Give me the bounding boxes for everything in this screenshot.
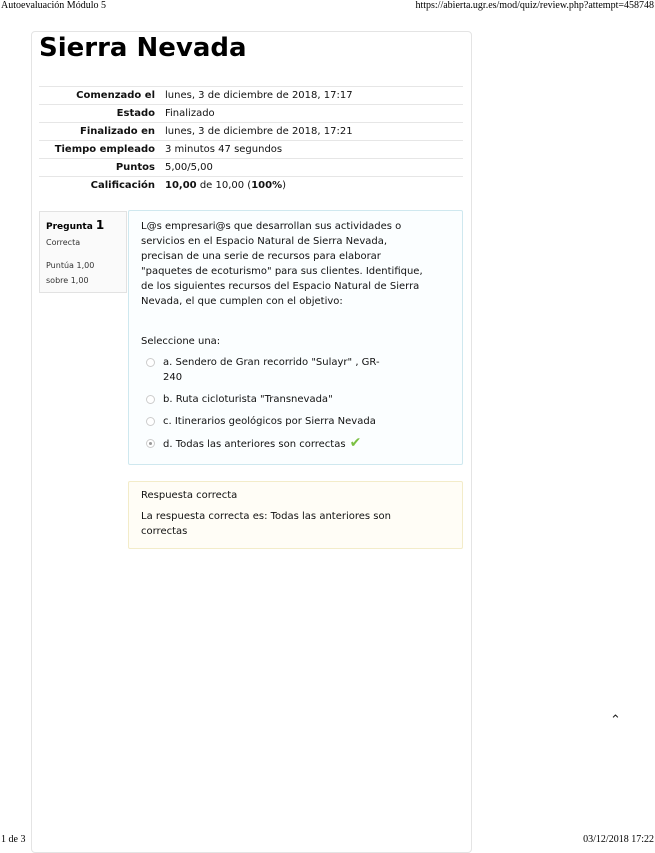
summary-value: Finalizado (165, 108, 215, 119)
summary-label: Calificación (90, 180, 155, 191)
answer-option-a[interactable] (146, 355, 393, 385)
page-title: Sierra Nevada (39, 33, 247, 63)
chevron-up-icon[interactable]: ⌃ (610, 713, 621, 728)
grade-close: ) (282, 180, 287, 191)
page-count: 1 de 3 (1, 834, 26, 845)
radio-button[interactable] (146, 395, 155, 404)
question-text: L@s empresari@s que desarrollan sus actividades o servicios en el Espacio Natural de Sierra Nevada, precisan de una serie de recursos para elaborar "paquetes de ecoturismo" para sus clientes. Identifique, de los siguientes recursos del Espacio Natural de Sierra Nevada, el que cumplen con el objetivo: (141, 221, 423, 307)
answer-option-b[interactable] (146, 392, 403, 407)
question-number-value: 1 (95, 218, 105, 232)
summary-label: Finalizado en (80, 126, 155, 137)
question-label: Pregunta (46, 222, 93, 232)
answer-option-label: c. Itinerarios geológicos por Sierra Nevada (163, 416, 376, 427)
summary-value: 3 minutos 47 segundos (165, 144, 283, 155)
summary-row (39, 123, 463, 141)
summary-row (39, 177, 463, 195)
summary-label: Estado (116, 108, 155, 119)
grade-score: 10,00 (165, 180, 197, 191)
print-header-url: https://abierta.ugr.es/mod/quiz/review.php?attempt=458748 (415, 0, 654, 11)
print-footer (0, 834, 655, 848)
summary-value: lunes, 3 de diciembre de 2018, 17:17 (165, 90, 353, 101)
answer-option-d[interactable] (146, 436, 361, 452)
answer-prompt: Seleccione una: (141, 336, 221, 347)
feedback-title: Respuesta correcta (141, 490, 238, 501)
attempt-summary-table (39, 86, 463, 194)
checkmark-icon: ✔ (349, 435, 362, 451)
summary-value: lunes, 3 de diciembre de 2018, 17:21 (165, 126, 353, 137)
summary-row (39, 141, 463, 159)
feedback-text: La respuesta correcta es: Todas las anteriores son correctas (141, 511, 391, 537)
summary-row (39, 87, 463, 105)
print-datetime: 03/12/2018 17:22 (583, 834, 654, 845)
summary-label: Tiempo empleado (54, 144, 155, 155)
print-header (0, 0, 655, 14)
answer-option-label: a. Sendero de Gran recorrido "Sulayr" , GR-240 (163, 357, 380, 383)
summary-label: Comenzado el (76, 90, 155, 101)
question-content (128, 210, 463, 465)
grade-percent: 100% (251, 180, 283, 191)
grade-out-of: de 10,00 ( (196, 180, 252, 191)
question-info (39, 211, 127, 293)
grade-value (161, 177, 463, 195)
summary-row (39, 159, 463, 177)
question-state: Correcta (46, 238, 81, 247)
question-number (46, 218, 104, 232)
answer-option-label: d. Todas las anteriores son correctas (163, 439, 346, 450)
answer-option-label: b. Ruta cicloturista "Transnevada" (163, 394, 333, 405)
radio-button[interactable] (146, 417, 155, 426)
print-header-title: Autoevaluación Módulo 5 (1, 0, 106, 11)
radio-button[interactable] (146, 358, 155, 367)
question-grade: Puntúa 1,00 sobre 1,00 (46, 261, 95, 285)
feedback-box (128, 481, 463, 549)
summary-label: Puntos (115, 162, 155, 173)
summary-row (39, 105, 463, 123)
radio-button-selected[interactable] (146, 439, 155, 448)
answer-option-c[interactable] (146, 414, 403, 429)
summary-value: 5,00/5,00 (165, 162, 213, 173)
